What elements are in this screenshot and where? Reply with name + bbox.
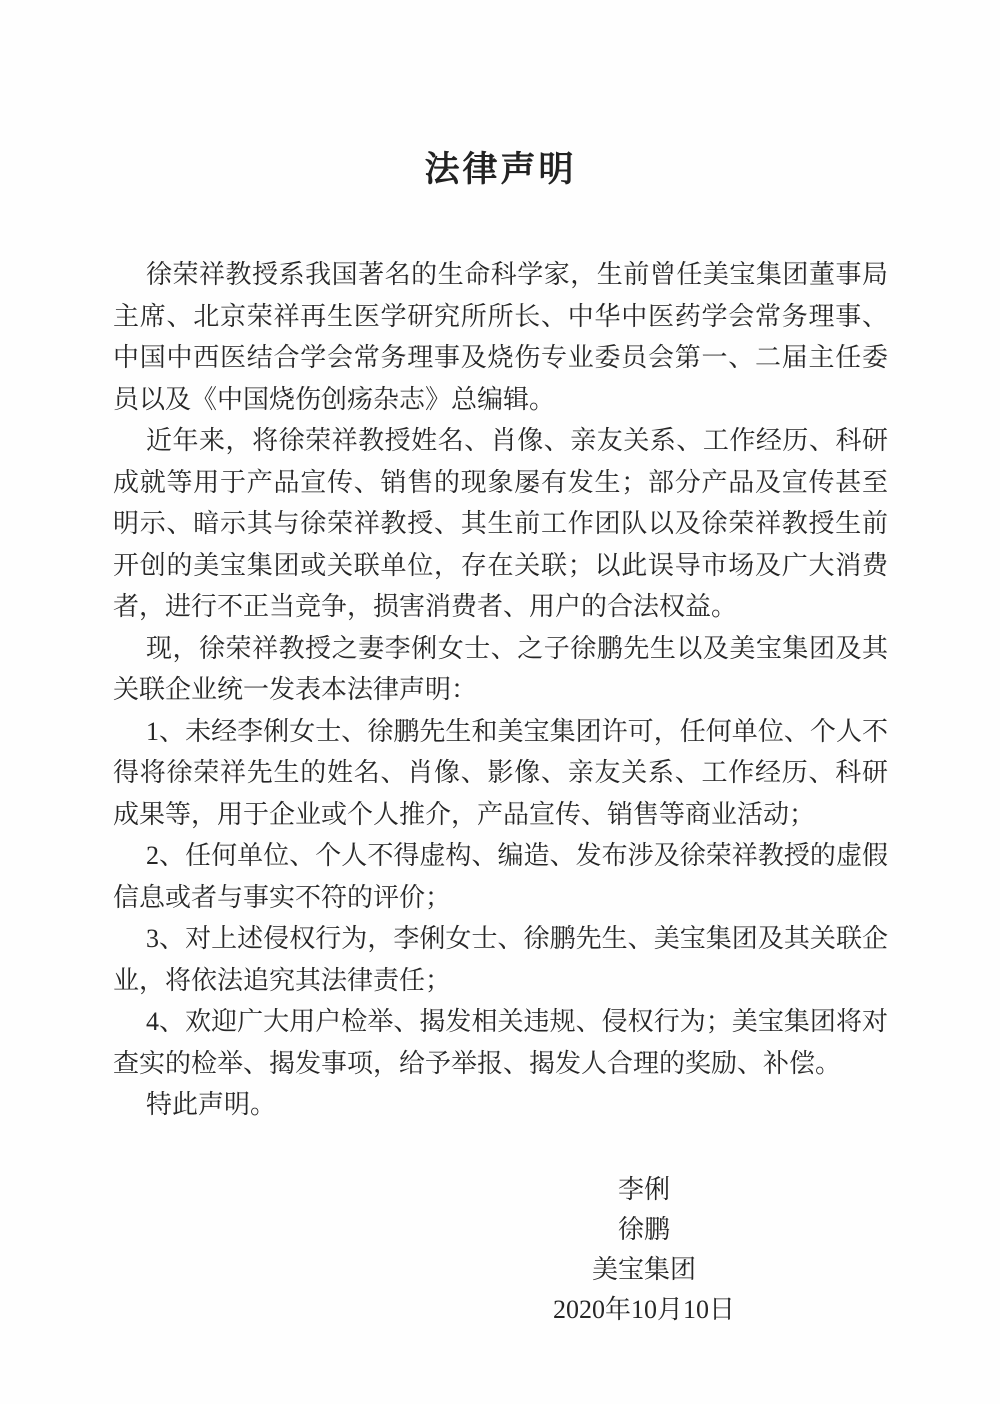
signature-li-li: 李俐 [617,1174,670,1204]
paragraph-item-3: 3、对上述侵权行为，李俐女士、徐鹏先生、美宝集团及其关联企业，将依法追究其法律责任； [113,924,888,995]
signature-xu-peng: 徐鹏 [617,1214,670,1244]
document-title: 法律声明 [424,150,577,189]
signature-mebo-group: 美宝集团 [591,1254,696,1284]
signature-date: 2020年10月10日 [552,1294,735,1324]
paragraph-declaration-lead: 现，徐荣祥教授之妻李俐女士、之子徐鹏先生以及美宝集团及其关联企业统一发表本法律声明： [113,633,888,704]
signature-block [113,1170,888,1330]
paragraph-closing: 特此声明。 [146,1090,277,1119]
paragraph-background: 近年来，将徐荣祥教授姓名、肖像、亲友关系、工作经历、科研成就等用于产品宣传、销售的现象屡有发生；部分产品及宣传甚至明示、暗示其与徐荣祥教授、其生前工作团队以及徐荣祥教授生前开创的美宝集团或关联单位，存在关联；以此误导市场及广大消费者，进行不正当竞争，损害消费者、用户的合法权益。 [113,426,888,621]
paragraph-item-1: 1、未经李俐女士、徐鹏先生和美宝集团许可，任何单位、个人不得将徐荣祥先生的姓名、肖像、影像、亲友关系、工作经历、科研成果等，用于企业或个人推介，产品宣传、销售等商业活动； [113,716,888,829]
paragraph-item-4: 4、欢迎广大用户检举、揭发相关违规、侵权行为；美宝集团将对查实的检举、揭发事项，给予举报、揭发人合理的奖励、补偿。 [113,1007,888,1078]
document-body [113,254,888,1126]
paragraph-intro: 徐荣祥教授系我国著名的生命科学家，生前曾任美宝集团董事局主席、北京荣祥再生医学研究所所长、中华中医药学会常务理事、中国中西医结合学会常务理事及烧伤专业委员会第一、二届主任委员以及《中国烧伤创疡杂志》总编辑。 [113,260,888,414]
paragraph-item-2: 2、任何单位、个人不得虚构、编造、发布涉及徐荣祥教授的虚假信息或者与事实不符的评价； [113,841,888,912]
